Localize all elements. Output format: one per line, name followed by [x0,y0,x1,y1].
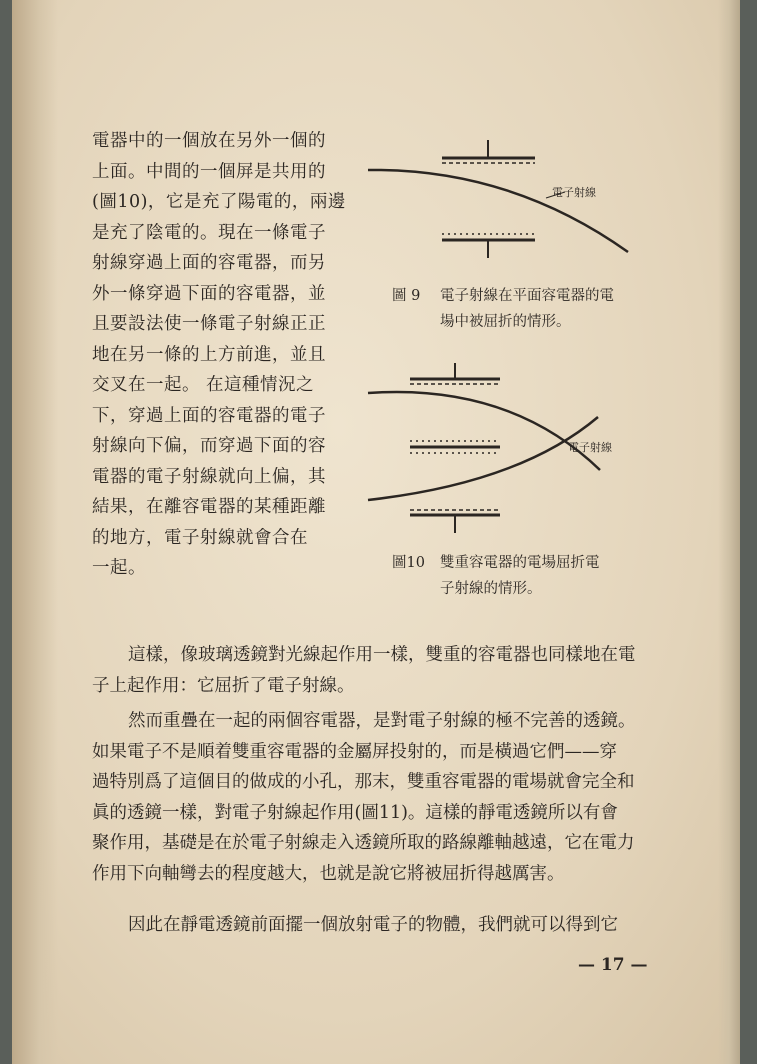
paragraph-2 [92,706,652,889]
paragraph-line: 子上起作用：它屈折了電子射線。 [92,675,355,696]
figure-10-diagram [360,355,660,540]
column-line: 外一條穿過下面的容電器，並 [92,283,326,304]
column-line: 是充了陰電的。現在一條電子 [92,222,326,243]
paragraph-line: 因此在靜電透鏡前面擺一個放射電子的物體，我們就可以得到它 [128,915,618,935]
page-edge-shadow [718,0,740,1064]
column-line: 交叉在一起。 在這種情況之 [92,375,315,395]
column-line: 的地方，電子射線就會合在 [92,527,308,548]
figure-9-diagram [360,130,660,265]
page-number: — 17 — [578,955,648,975]
lower-electron-beam [368,417,598,500]
column-line: 下，穿過上面的容電器的電子 [92,405,326,426]
paragraph-1 [92,640,652,701]
left-column-text [92,126,346,584]
figure-10-beam-label: 電子射線 [568,441,612,454]
column-line: (圖10)，它是充了陽電的，兩邊 [92,192,346,212]
page-spine-shadow [12,0,58,1064]
paragraph-line: 作用下向軸彎去的程度越大，也就是說它將被屈折得越厲害。 [92,863,565,884]
paragraph-line: 聚作用，基礎是在於電子射線走入透鏡所取的路線離軸越遠，它在電力 [92,833,635,853]
column-line: 上面。中間的一個屏是共用的 [92,161,326,182]
figure-9-caption-line: 場中被屈折的情形。 [440,314,571,330]
paragraph-line: 過特別爲了這個目的做成的小孔，那末，雙重容電器的電場就會完全和 [92,772,635,792]
figure-10-number: 圖10 [392,555,425,571]
paragraph-line: 然而重疊在一起的兩個容電器，是對電子射線的極不完善的透鏡。 [128,711,636,731]
column-line: 一起。 [92,558,146,578]
column-line: 電器中的一個放在另外一個的 [92,131,326,151]
column-line: 結果，在離容電器的某種距離 [92,497,326,517]
figure-9-beam-label: 電子射線 [552,186,596,199]
column-line: 電器的電子射線就向上偏，其 [92,466,326,487]
column-line: 射線向下偏，而穿過下面的容 [92,436,326,456]
paragraph-line: 這樣，像玻璃透鏡對光線起作用一樣，雙重的容電器也同樣地在電 [128,645,636,665]
paragraph-line: 眞的透鏡一樣，對電子射線起作用(圖11)。這樣的靜電透鏡所以有會 [92,802,618,823]
column-line: 地在另一條的上方前進，並且 [92,344,326,365]
column-line: 且要設法使一條電子射線正正 [92,314,326,334]
figure-9-caption-line: 電子射線在平面容電器的電 [440,288,614,304]
paragraph-3 [92,910,652,941]
column-line: 射線穿過上面的容電器，而另 [92,253,326,273]
figure-9-number: 圖 9 [392,288,421,304]
paragraph-line: 如果電子不是順着雙重容電器的金屬屏投射的，而是橫過它們——穿 [92,741,617,762]
figure-10-caption-line: 子射線的情形。 [440,581,542,597]
figure-10-caption-line: 雙重容電器的電場屈折電 [440,555,600,571]
upper-electron-beam [368,392,600,470]
